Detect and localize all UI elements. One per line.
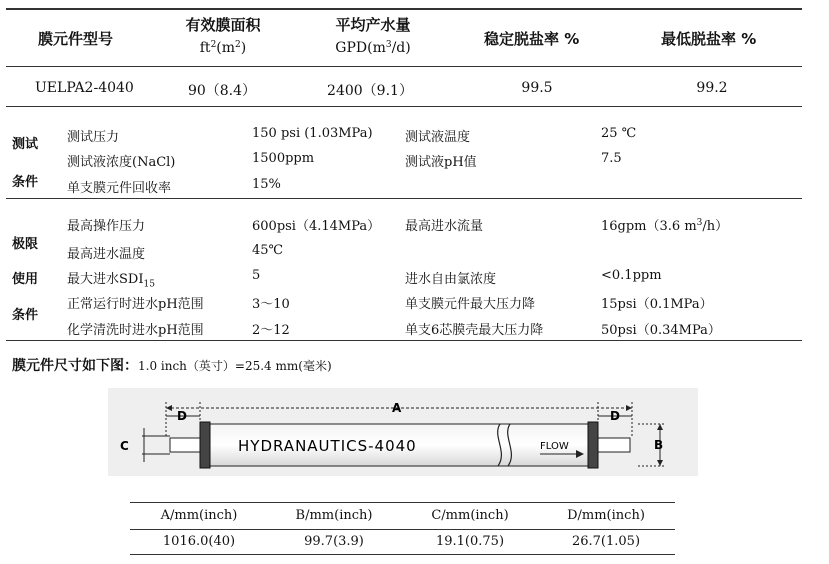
permeate-tube-right <box>598 438 630 452</box>
header-model: 膜元件型号 <box>38 30 114 48</box>
limit-group-label-2: 使用 <box>12 272 39 287</box>
dim-table-top-border <box>130 502 675 503</box>
dim-header-d: D/mm(inch) <box>567 508 645 523</box>
limit-max-pressure-label: 最高操作压力 <box>67 219 146 234</box>
header-area-label: 有效膜面积 <box>185 16 261 34</box>
limit-element-dp-value: 15psi（0.1MPa） <box>601 297 713 312</box>
limit-sdi-label: 最大进水$SDI_{15}$ <box>67 272 155 290</box>
dim-table-bottom-border <box>130 554 675 555</box>
permeate-tube-left <box>170 438 200 452</box>
limit-ph-normal-label: 正常运行时进水pH范围 <box>67 297 204 312</box>
dim-table-header-divider <box>130 529 675 530</box>
header-flow-label: 平均产水量 <box>335 16 411 34</box>
dim-value-a: 1016.0(40) <box>162 534 236 549</box>
limit-max-temp-value: 45℃ <box>252 243 284 258</box>
header-min-rejection: 最低脱盐率 % <box>661 30 757 48</box>
limit-max-temp-label: 最高进水温度 <box>67 247 146 262</box>
test-recovery-value: 15% <box>252 177 281 192</box>
dim-header-a: A/mm(inch) <box>160 508 238 523</box>
dim-value-b: 99.7(3.9) <box>304 534 364 549</box>
row-divider <box>6 106 802 107</box>
test-recovery-label: 单支膜元件回收率 <box>67 181 172 196</box>
limit-vessel-dp-value: 50psi（0.34MPa） <box>601 323 721 338</box>
row-model: UELPA2-4040 <box>35 80 134 96</box>
dim-d-right-label: D <box>610 409 620 423</box>
limit-ph-cleaning-label: 化学清洗时进水pH范围 <box>67 323 204 338</box>
test-temp-label: 测试液温度 <box>405 130 471 145</box>
limit-group-label-3: 条件 <box>12 308 39 323</box>
dim-header-c: C/mm(inch) <box>431 508 509 523</box>
table-top-border <box>6 8 802 10</box>
product-name: HYDRANAUTICS-4040 <box>238 437 417 455</box>
test-group-label-2: 条件 <box>12 175 39 190</box>
test-pressure-value: 150 psi (1.03MPa) <box>252 126 373 141</box>
dimensions-title: 膜元件尺寸如下图： <box>12 358 138 374</box>
limit-vessel-dp-label: 单支6芯膜壳最大压力降 <box>405 323 544 338</box>
dimensions-note: 1.0 inch（英寸）=25.4 mm(毫米) <box>138 359 332 373</box>
end-cap-left <box>200 422 210 468</box>
limit-group-label-1: 极限 <box>12 237 39 252</box>
limit-max-pressure-value: 600psi（4.14MPa） <box>252 219 381 234</box>
header-flow-unit: $GPD(m^3/d)$ <box>335 40 411 56</box>
limit-sdi-value: 5 <box>252 268 261 283</box>
limit-ph-cleaning-value: 2～12 <box>252 323 290 338</box>
dim-value-c: 19.1(0.75) <box>435 534 505 549</box>
row-min-rejection: 99.2 <box>696 80 728 96</box>
dim-c-label: C <box>120 439 129 453</box>
test-ph-label: 测试液pH值 <box>405 155 477 170</box>
row-flow: 2400（9.1） <box>327 83 413 99</box>
limit-ph-normal-value: 3～10 <box>252 297 290 312</box>
limit-chlorine-value: <0.1ppm <box>601 268 662 283</box>
test-ph-value: 7.5 <box>601 151 622 166</box>
limit-max-flow-value: 16gpm（3.6 $m^3/h$） <box>601 218 729 234</box>
dim-b-label: B <box>654 438 664 452</box>
membrane-element-diagram <box>108 388 698 476</box>
test-pressure-label: 测试压力 <box>67 130 120 145</box>
row-area: 90（8.4） <box>187 83 257 99</box>
header-divider <box>6 66 802 67</box>
limit-chlorine-label: 进水自由氯浓度 <box>405 272 497 287</box>
dim-header-b: B/mm(inch) <box>295 508 373 523</box>
test-divider <box>6 198 802 199</box>
test-concentration-value: 1500ppm <box>252 151 315 166</box>
header-stable-rejection: 稳定脱盐率 % <box>484 30 580 48</box>
dim-value-d: 26.7(1.05) <box>571 534 641 549</box>
flow-label: FLOW <box>540 441 569 452</box>
limit-max-flow-label: 最高进水流量 <box>405 219 484 234</box>
header-area-unit: $ft^2(m^2)$ <box>199 40 247 56</box>
dim-a-label: A <box>392 401 402 415</box>
test-temp-value: 25 ℃ <box>601 126 637 141</box>
test-group-label-1: 测试 <box>12 137 39 152</box>
row-stable-rejection: 99.5 <box>521 80 553 96</box>
dim-d-left-label: D <box>177 409 187 423</box>
table-bottom-border <box>6 340 802 341</box>
dimensions-heading <box>12 355 332 375</box>
limit-element-dp-label: 单支膜元件最大压力降 <box>405 297 536 312</box>
test-concentration-label: 测试液浓度(NaCl) <box>67 155 176 170</box>
end-cap-right <box>588 422 598 468</box>
